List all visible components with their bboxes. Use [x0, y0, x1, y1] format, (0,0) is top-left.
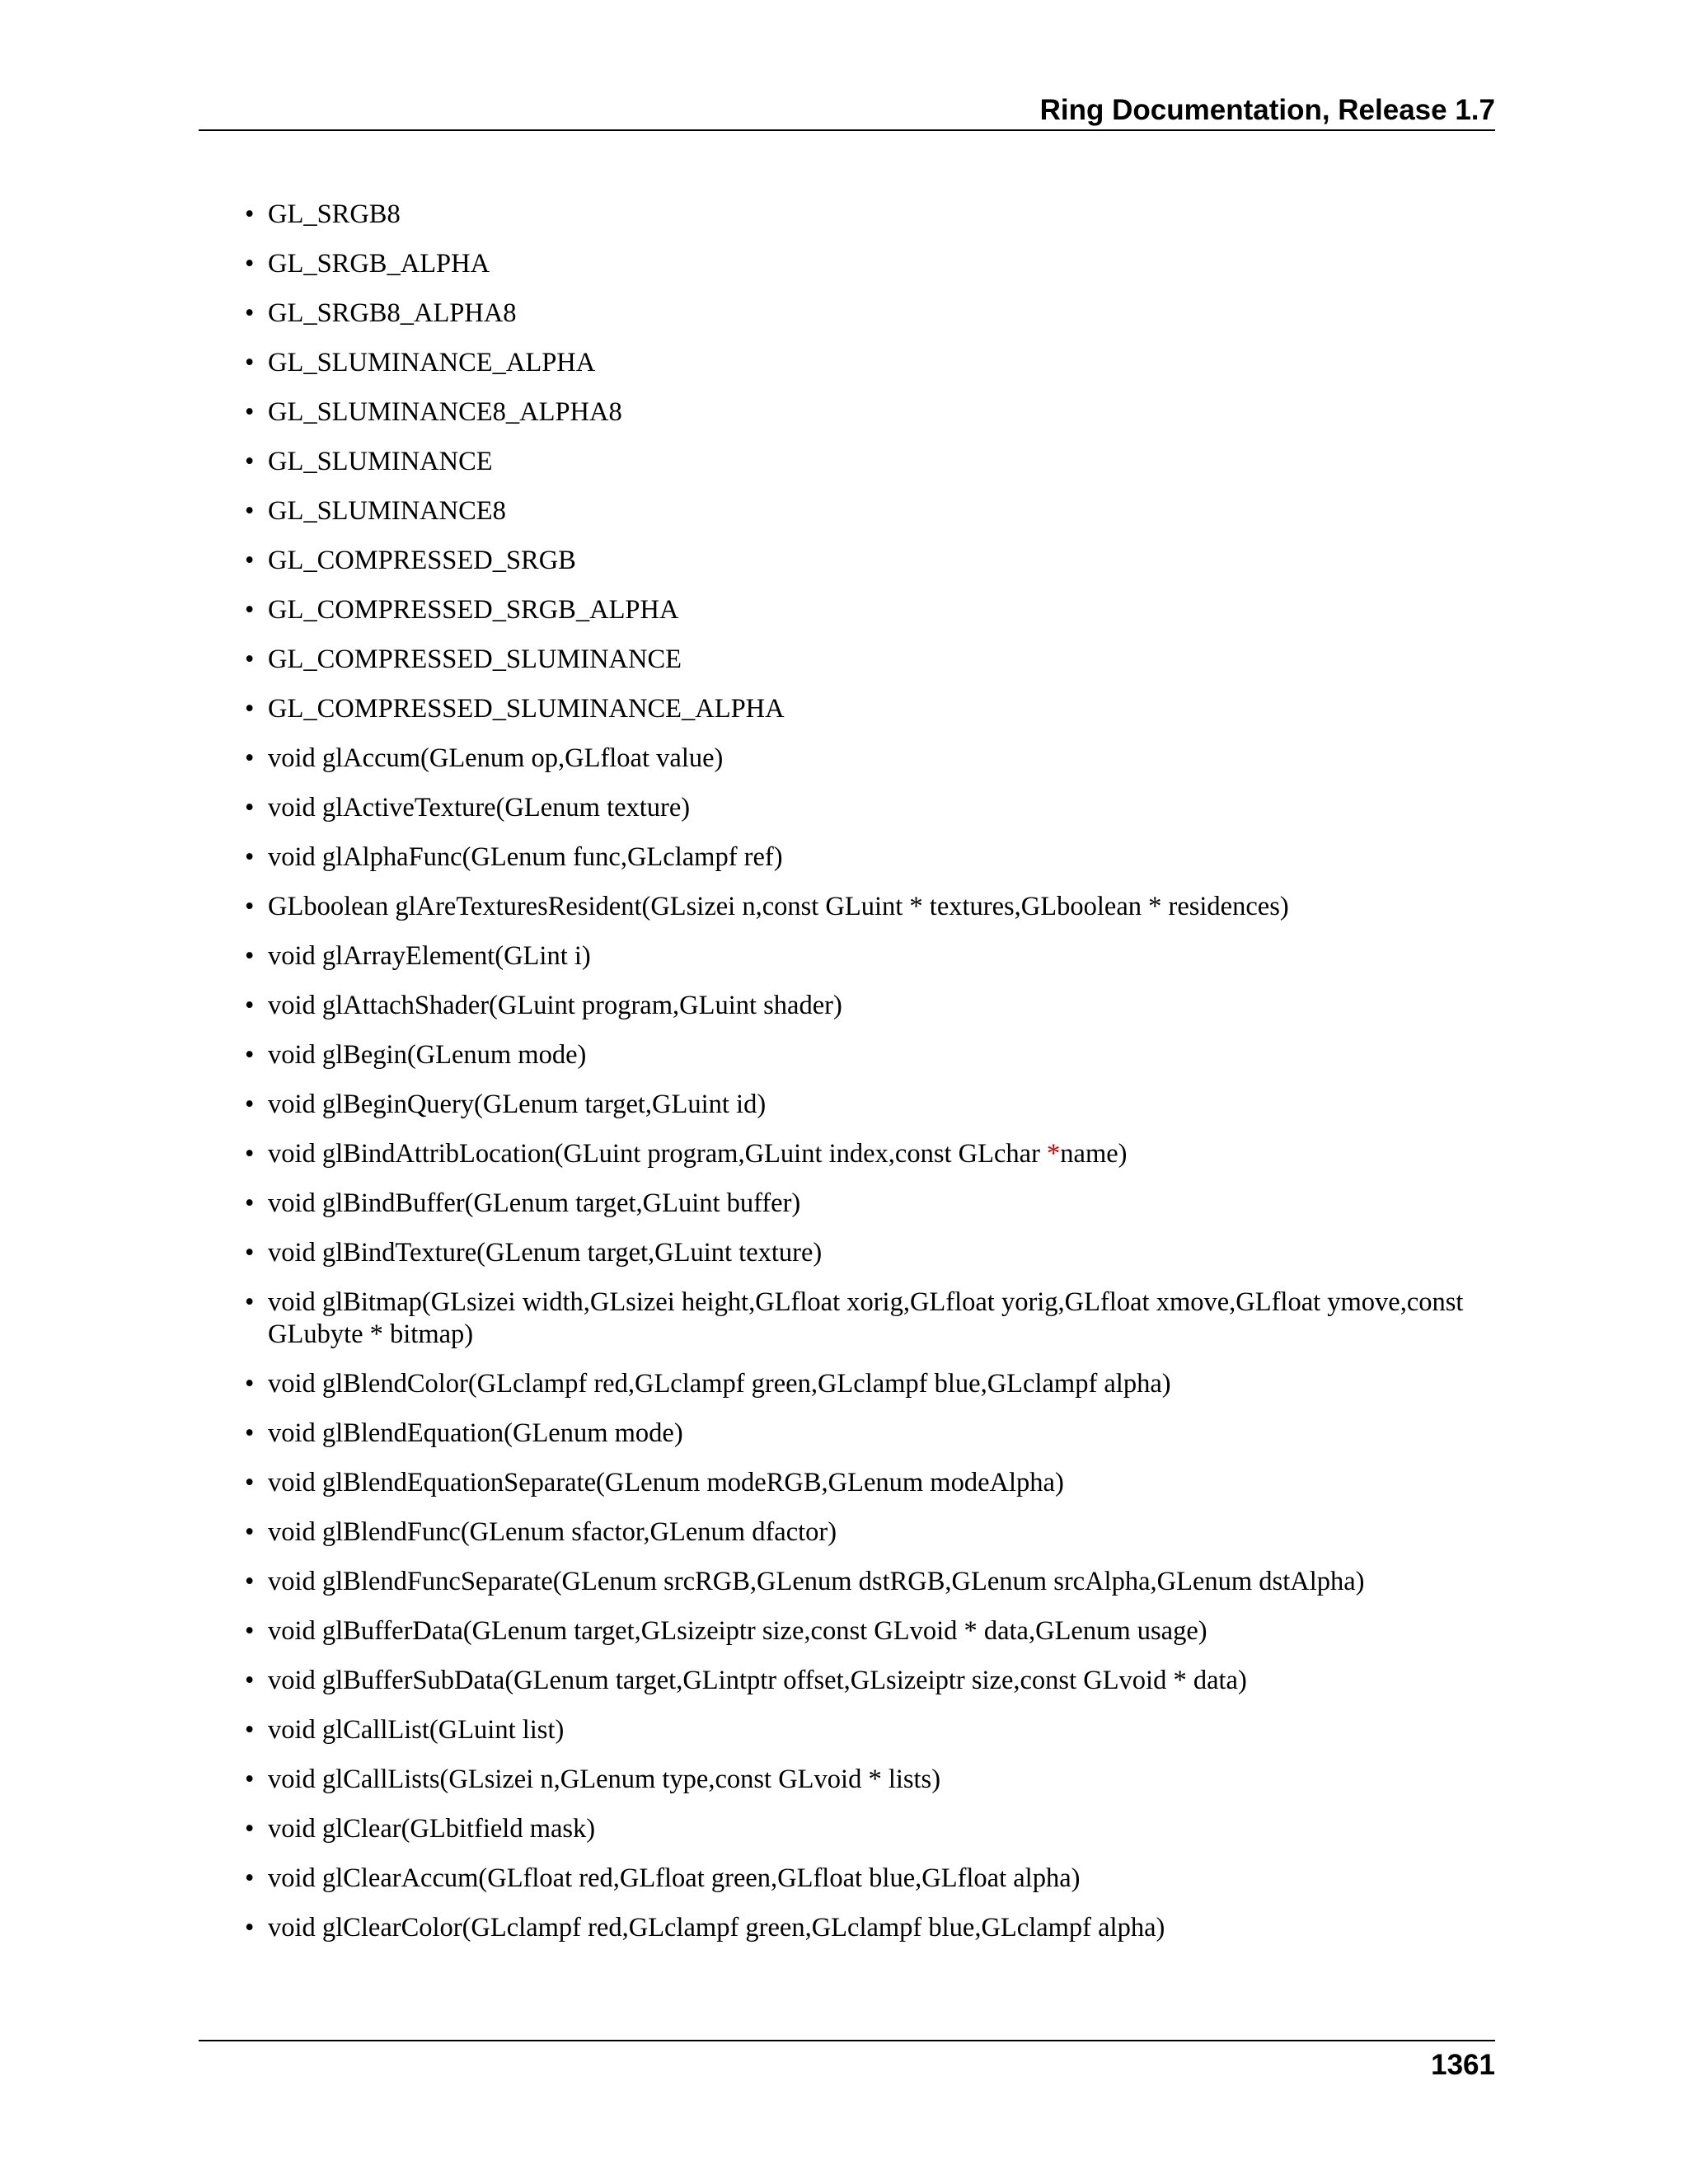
- list-item: [245, 199, 1498, 231]
- list-item-text: void glBindBuffer(GLenum target,GLuint buffer): [268, 1188, 801, 1218]
- bullet-icon: •: [245, 1913, 255, 1943]
- list-item: [245, 1764, 1498, 1796]
- constants-functions-list: [245, 199, 1498, 1961]
- bullet-icon: •: [245, 1468, 255, 1497]
- bullet-icon: •: [245, 1814, 255, 1844]
- list-item-text: GL_SRGB8_ALPHA8: [268, 298, 517, 328]
- bullet-icon: •: [245, 397, 255, 427]
- list-item-text: GL_SLUMINANCE_ALPHA: [268, 348, 596, 377]
- list-item: [245, 446, 1498, 478]
- list-item-text: GL_SRGB8: [268, 199, 401, 229]
- bullet-icon: •: [245, 1369, 255, 1399]
- bullet-icon: •: [245, 941, 255, 971]
- list-item: [245, 841, 1498, 874]
- bullet-icon: •: [245, 1616, 255, 1646]
- list-item: [245, 743, 1498, 775]
- list-item-text: GLboolean glAreTexturesResident(GLsizei n,const GLuint * textures,GLboolean * residences): [268, 892, 1289, 921]
- list-item: [245, 396, 1498, 429]
- list-item: [245, 1286, 1498, 1351]
- bullet-icon: •: [245, 1765, 255, 1794]
- header-rule: [199, 129, 1495, 131]
- bullet-icon: •: [245, 1715, 255, 1745]
- list-item-text: GL_SLUMINANCE8_ALPHA8: [268, 397, 622, 427]
- list-item-text: GL_SLUMINANCE: [268, 447, 493, 476]
- list-item-text: void glActiveTexture(GLenum texture): [268, 793, 691, 823]
- bullet-icon: •: [245, 991, 255, 1020]
- page-number: 1361: [1431, 2049, 1495, 2081]
- list-item-text: void glBindAttribLocation(GLuint program,GLuint index,const GLchar: [268, 1139, 1048, 1169]
- list-item-text: void glBindTexture(GLenum target,GLuint texture): [268, 1238, 823, 1268]
- bullet-icon: •: [245, 546, 255, 575]
- list-item-text: void glBegin(GLenum mode): [268, 1040, 587, 1070]
- list-item-text: void glBlendColor(GLclampf red,GLclampf green,GLclampf blue,GLclampf alpha): [268, 1369, 1171, 1399]
- bullet-icon: •: [245, 496, 255, 526]
- list-item: [245, 1665, 1498, 1697]
- list-item-text: void glBitmap(GLsizei width,GLsizei height,GLfloat xorig,GLfloat yorig,GLfloat xmove,GLfloat ymove,const GLubyte * bitmap): [268, 1287, 1464, 1349]
- bullet-icon: •: [245, 1139, 255, 1169]
- list-item: [245, 298, 1498, 330]
- list-item: [245, 1089, 1498, 1121]
- list-item-text: void glClear(GLbitfield mask): [268, 1814, 596, 1844]
- bullet-icon: •: [245, 1418, 255, 1448]
- list-item-text: void glBufferSubData(GLenum target,GLintptr offset,GLsizeiptr size,const GLvoid * data): [268, 1666, 1247, 1695]
- bullet-icon: •: [245, 1090, 255, 1119]
- list-item-text: void glArrayElement(GLint i): [268, 941, 591, 971]
- list-item: [245, 644, 1498, 676]
- bullet-icon: •: [245, 793, 255, 823]
- list-item-text: void glBlendEquation(GLenum mode): [268, 1418, 683, 1448]
- list-item-text: void glClearAccum(GLfloat red,GLfloat green,GLfloat blue,GLfloat alpha): [268, 1863, 1081, 1893]
- bullet-icon: •: [245, 743, 255, 773]
- bullet-icon: •: [245, 1040, 255, 1070]
- list-item: [245, 545, 1498, 577]
- list-item: [245, 594, 1498, 626]
- list-item: [245, 1566, 1498, 1598]
- list-item: [245, 1714, 1498, 1746]
- bullet-icon: •: [245, 842, 255, 872]
- list-item-bind-attrib-location: [245, 1138, 1498, 1170]
- highlight-asterisk: *: [1047, 1139, 1061, 1169]
- list-item: [245, 1368, 1498, 1400]
- list-item-text: void glAttachShader(GLuint program,GLuint shader): [268, 991, 842, 1020]
- document-title: Ring Documentation, Release 1.7: [1039, 94, 1495, 126]
- bullet-icon: •: [245, 1666, 255, 1695]
- list-item: [245, 792, 1498, 824]
- bullet-icon: •: [245, 348, 255, 377]
- bullet-icon: •: [245, 249, 255, 279]
- bullet-icon: •: [245, 1188, 255, 1218]
- bullet-icon: •: [245, 1238, 255, 1268]
- list-item: [245, 248, 1498, 280]
- list-item: [245, 1237, 1498, 1269]
- list-item-text: GL_SRGB_ALPHA: [268, 249, 490, 279]
- list-item: [245, 1813, 1498, 1845]
- list-item-text: GL_COMPRESSED_SLUMINANCE: [268, 644, 682, 674]
- list-item-text: void glAlphaFunc(GLenum func,GLclampf ref): [268, 842, 783, 872]
- list-item: [245, 347, 1498, 379]
- list-item-text: void glClearColor(GLclampf red,GLclampf green,GLclampf blue,GLclampf alpha): [268, 1913, 1165, 1943]
- bullet-icon: •: [245, 298, 255, 328]
- list-item-text: GL_SLUMINANCE8: [268, 496, 506, 526]
- bullet-icon: •: [245, 1517, 255, 1547]
- list-item-text: void glBlendFuncSeparate(GLenum srcRGB,GLenum dstRGB,GLenum srcAlpha,GLenum dstAlpha): [268, 1567, 1365, 1596]
- list-item-text: void glBlendEquationSeparate(GLenum modeRGB,GLenum modeAlpha): [268, 1468, 1064, 1497]
- list-item-text: void glBlendFunc(GLenum sfactor,GLenum dfactor): [268, 1517, 837, 1547]
- bullet-icon: •: [245, 1287, 255, 1317]
- list-item: [245, 1039, 1498, 1071]
- list-item: [245, 1615, 1498, 1647]
- list-item: [245, 495, 1498, 527]
- footer-rule: [199, 2040, 1495, 2041]
- bullet-icon: •: [245, 1567, 255, 1596]
- list-item: [245, 891, 1498, 923]
- list-item-text: GL_COMPRESSED_SRGB: [268, 546, 576, 575]
- list-item-text: void glCallList(GLuint list): [268, 1715, 565, 1745]
- bullet-icon: •: [245, 694, 255, 724]
- list-item-text-tail: name): [1060, 1139, 1128, 1169]
- list-item: [245, 693, 1498, 725]
- list-item-text: void glCallLists(GLsizei n,GLenum type,const GLvoid * lists): [268, 1765, 941, 1794]
- list-item-text: void glAccum(GLenum op,GLfloat value): [268, 743, 724, 773]
- bullet-icon: •: [245, 595, 255, 625]
- list-item-text: GL_COMPRESSED_SRGB_ALPHA: [268, 595, 679, 625]
- list-item: [245, 940, 1498, 972]
- list-item: [245, 1912, 1498, 1944]
- list-item: [245, 1188, 1498, 1220]
- bullet-icon: •: [245, 447, 255, 476]
- bullet-icon: •: [245, 644, 255, 674]
- list-item: [245, 1863, 1498, 1895]
- list-item-text: void glBeginQuery(GLenum target,GLuint id): [268, 1090, 767, 1119]
- list-item-text: GL_COMPRESSED_SLUMINANCE_ALPHA: [268, 694, 785, 724]
- list-item-text: void glBufferData(GLenum target,GLsizeiptr size,const GLvoid * data,GLenum usage): [268, 1616, 1207, 1646]
- bullet-icon: •: [245, 199, 255, 229]
- list-item: [245, 1418, 1498, 1450]
- list-item: [245, 990, 1498, 1022]
- bullet-icon: •: [245, 1863, 255, 1893]
- list-item: [245, 1516, 1498, 1549]
- bullet-icon: •: [245, 892, 255, 921]
- list-item: [245, 1467, 1498, 1499]
